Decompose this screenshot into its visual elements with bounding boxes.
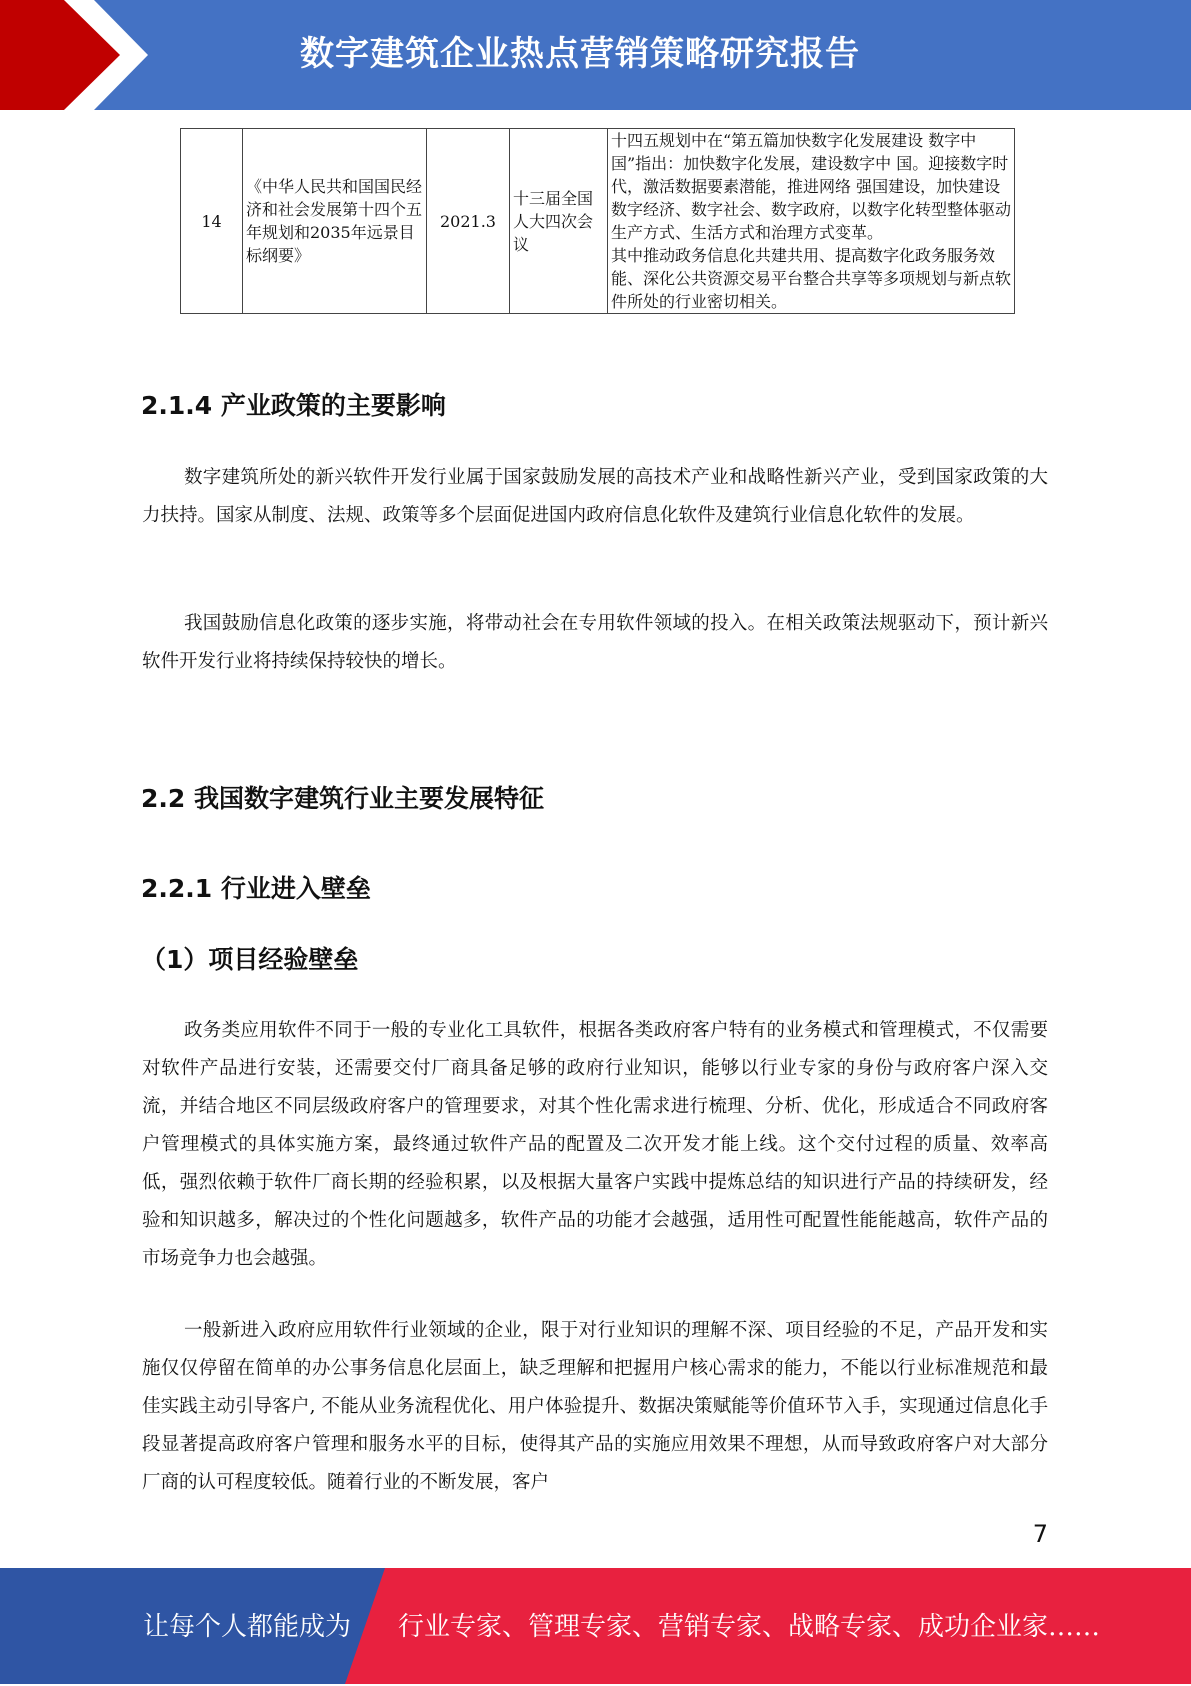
report-title: 数字建筑企业热点营销策略研究报告 <box>300 34 860 74</box>
page-number: 7 <box>1032 1520 1048 1548</box>
subsection-heading-project-experience: （1）项目经验壁垒 <box>141 945 359 974</box>
section-heading-2-1-4: 2.1.4 产业政策的主要影响 <box>141 391 446 420</box>
section-heading-2-2: 2.2 我国数字建筑行业主要发展特征 <box>141 784 544 813</box>
footer-slogan-left: 让每个人都能成为 <box>143 1612 352 1642</box>
page-header <box>0 0 1191 110</box>
row-number-cell: 14 <box>181 129 243 314</box>
table-row <box>181 129 1015 314</box>
policy-table <box>180 128 1015 314</box>
body-paragraph: 一般新进入政府应用软件行业领域的企业，限于对行业知识的理解不深、项目经验的不足，产品开发和实施仅仅停留在简单的办公事务信息化层面上，缺乏理解和把握用户核心需求的能力，不能以行业标准规范和最佳实践主动引导客户, 不能从业务流程优化、用户体验提升、数据决策赋能等价值环节入手，实现通过信息化手段显著提高政府客户管理和服务水平的目标，使得其产品的实施应用效果不理想，从而导致政府客户对大部分厂商的认可程度较低。随着行业的不断发展，客户 <box>142 1320 1048 1493</box>
content-cell <box>608 129 1015 314</box>
header-chevron-decoration <box>0 0 160 110</box>
document-name-cell: 《中华人民共和国国民经济和社会发展第十四个五年规划和2035年远景目标纲要》 <box>243 129 427 314</box>
footer-slogan-right: 行业专家、管理专家、营销专家、战略专家、成功企业家…… <box>398 1612 1101 1642</box>
content-paragraph: 其中推动政务信息化共建共用、提高数字化政务服务效能、深化公共资源交易平台整合共享等多项规划与新点软件所处的行业密切相关。 <box>611 246 1012 311</box>
section-heading-2-2-1: 2.2.1 行业进入壁垒 <box>141 874 371 903</box>
date-cell: 2021.3 <box>427 129 510 314</box>
page-footer <box>0 1568 1191 1684</box>
body-paragraph: 我国鼓励信息化政策的逐步实施，将带动社会在专用软件领域的投入。在相关政策法规驱动下，预计新兴软件开发行业将持续保持较快的增长。 <box>142 613 1048 672</box>
meeting-cell: 十三届全国人大四次会议 <box>510 129 608 314</box>
body-paragraph: 数字建筑所处的新兴软件开发行业属于国家鼓励发展的高技术产业和战略性新兴产业，受到国家政策的大力扶持。国家从制度、法规、政策等多个层面促进国内政府信息化软件及建筑行业信息化软件的发展。 <box>142 467 1048 526</box>
content-paragraph: 十四五规划中在“第五篇加快数字化发展建设 数字中国”指出：加快数字化发展，建设数字中 国。迎接数字时代，激活数据要素潜能，推进网络 强国建设，加快建设数字经济、数字社会、数字政府，以数字化转型整体驱动生产方式、生活方式和治理方式变革。 <box>611 131 1012 242</box>
body-paragraph: 政务类应用软件不同于一般的专业化工具软件，根据各类政府客户特有的业务模式和管理模式，不仅需要对软件产品进行安装，还需要交付厂商具备足够的政府行业知识，能够以行业专家的身份与政府客户深入交流，并结合地区不同层级政府客户的管理要求，对其个性化需求进行梳理、分析、优化，形成适合不同政府客户管理模式的具体实施方案，最终通过软件产品的配置及二次开发才能上线。这个交付过程的质量、效率高低，强烈依赖于软件厂商长期的经验积累，以及根据大量客户实践中提炼总结的知识进行产品的持续研发，经验和知识越多，解决过的个性化问题越多，软件产品的功能才会越强，适用性可配置性能能越高，软件产品的市场竞争力也会越强。 <box>142 1020 1048 1269</box>
